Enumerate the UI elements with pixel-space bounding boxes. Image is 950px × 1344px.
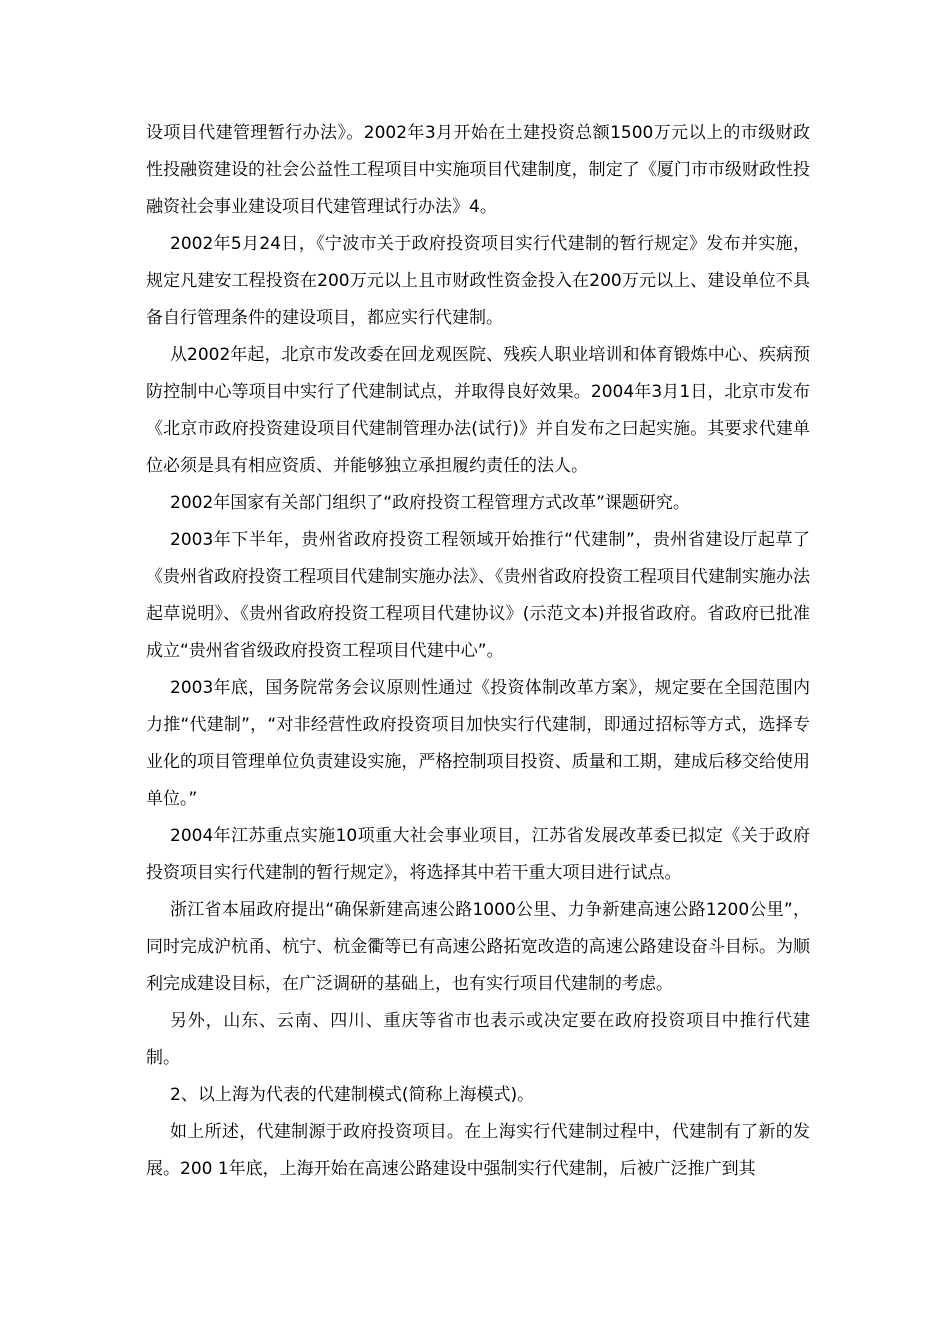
paragraph-state-council: 2003年底，国务院常务会议原则性通过《投资体制改革方案》，规定要在全国范围内力推“代建制”，“对非经营性政府投资项目加快实行代建制，即通过招标等方式，选择专业化的项目管理单位负责建设实施，严格控制项目投资、质量和工期，建成后移交给使用单位。” (146, 678, 810, 809)
paragraph-other-provinces: 另外，山东、云南、四川、重庆等省市也表示或决定要在政府投资项目中推行代建制。 (146, 1011, 810, 1068)
paragraph-guizhou: 2003年下半年，贵州省政府投资工程领域开始推行“代建制”，贵州省建设厅起草了《贵州省政府投资工程项目代建制实施办法》、《贵州省政府投资工程项目代建制实施办法起草说明》、《贵州省政府投资工程项目代建协议》(示范文本)并报省政府。省政府已批准成立“贵州省省级政府投资工程项目代建中心”。 (146, 530, 810, 661)
paragraph-jiangsu: 2004年江苏重点实施10项重大社会事业项目，江苏省发展改革委已拟定《关于政府投资项目实行代建制的暂行规定》，将选择其中若干重大项目进行试点。 (146, 826, 810, 883)
paragraph-zhejiang: 浙江省本届政府提出“确保新建高速公路1000公里、力争新建高速公路1200公里”，同时完成沪杭甬、杭宁、杭金衢等已有高速公路拓宽改造的高速公路建设奋斗目标。为顺利完成建设目标，在广泛调研的基础上，也有实行项目代建制的考虑。 (146, 900, 810, 994)
paragraph-ningbo: 2002年5月24日，《宁波市关于政府投资项目实行代建制的暂行规定》发布并实施，规定凡建安工程投资在200万元以上且市财政性资金投入在200万元以上、建设单位不具备自行管理条件的建设项目，都应实行代建制。 (146, 234, 810, 328)
document-body (146, 115, 810, 1188)
paragraph-xiamen-continuation: 设项目代建管理暂行办法》。2002年3月开始在土建投资总额1500万元以上的市级财政性投融资建设的社会公益性工程项目中实施项目代建制度，制定了《厦门市市级财政性投融资社会事业建设项目代建管理试行办法》4。 (146, 123, 810, 217)
paragraph-shanghai: 如上所述，代建制源于政府投资项目。在上海实行代建制过程中，代建制有了新的发展。200 1年底，上海开始在高速公路建设中强制实行代建制，后被广泛推广到其 (146, 1122, 810, 1179)
paragraph-beijing: 从2002年起，北京市发改委在回龙观医院、残疾人职业培训和体育锻炼中心、疾病预防控制中心等项目中实行了代建制试点，并取得良好效果。2004年3月1日，北京市发布《北京市政府投资建设项目代建制管理办法(试行)》并自发布之曰起实施。其要求代建单位必须是具有相应资质、并能够独立承担履约责任的法人。 (146, 345, 810, 476)
section-heading-shanghai-mode: 2、以上海为代表的代建制模式(简称上海模式)。 (170, 1085, 535, 1105)
paragraph-national-research: 2002年国家有关部门组织了“政府投资工程管理方式改革”课题研究。 (170, 493, 690, 513)
